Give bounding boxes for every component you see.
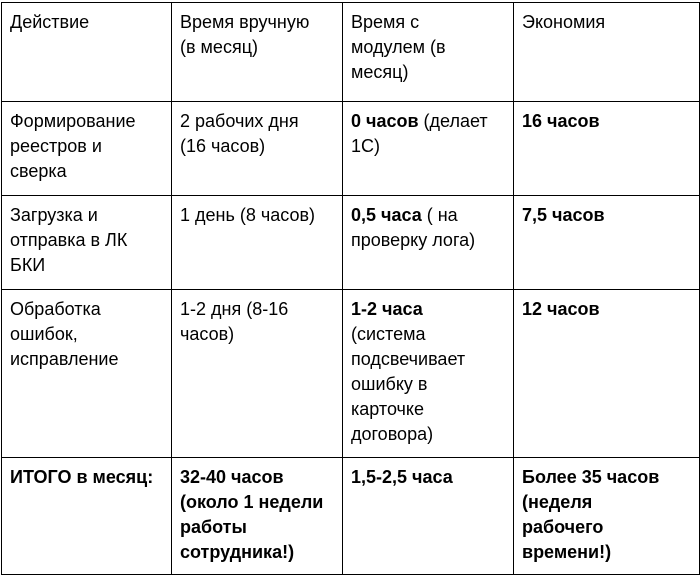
cell-time-manual: 2 рабочих дня (16 часов) [172,102,343,196]
table-header-row [2,3,700,102]
cell-saving: 12 часов [514,290,700,458]
cell-time-module [343,290,514,458]
cell-time-module-note: (делает 1С) [351,111,488,156]
table-row [2,290,700,458]
cell-time-manual: 1-2 дня (8-16 часов) [172,290,343,458]
table-row [2,196,700,290]
total-label: ИТОГО в месяц: [2,458,172,575]
cell-time-module-note: (система подсвечивает ошибку в карточке договора) [351,324,466,444]
cell-time-module [343,196,514,290]
cell-action: Загрузка и отправка в ЛК БКИ [2,196,172,290]
total-saving: Более 35 часов (неделя рабочего времени!) [514,458,700,575]
cell-time-manual: 1 день (8 часов) [172,196,343,290]
header-action: Действие [2,3,172,102]
header-time-module: Время с модулем (в месяц) [343,3,514,102]
total-time-manual: 32-40 часов (около 1 недели работы сотрудника!) [172,458,343,575]
cell-action: Формирование реестров и сверка [2,102,172,196]
cell-action: Обработка ошибок, исправление [2,290,172,458]
cell-time-module-value: 0 часов [351,111,419,131]
cell-time-module [343,102,514,196]
cell-time-module-value: 0,5 часа [351,205,422,225]
table-row [2,102,700,196]
total-time-module: 1,5-2,5 часа [343,458,514,575]
cell-time-module-note: ( на проверку лога) [351,205,476,250]
cell-time-module-value: 1-2 часа [351,299,423,319]
cell-saving: 7,5 часов [514,196,700,290]
table-total-row [2,458,700,575]
cell-saving: 16 часов [514,102,700,196]
header-time-manual: Время вручную (в месяц) [172,3,343,102]
header-saving: Экономия [514,3,700,102]
comparison-table [1,2,700,575]
